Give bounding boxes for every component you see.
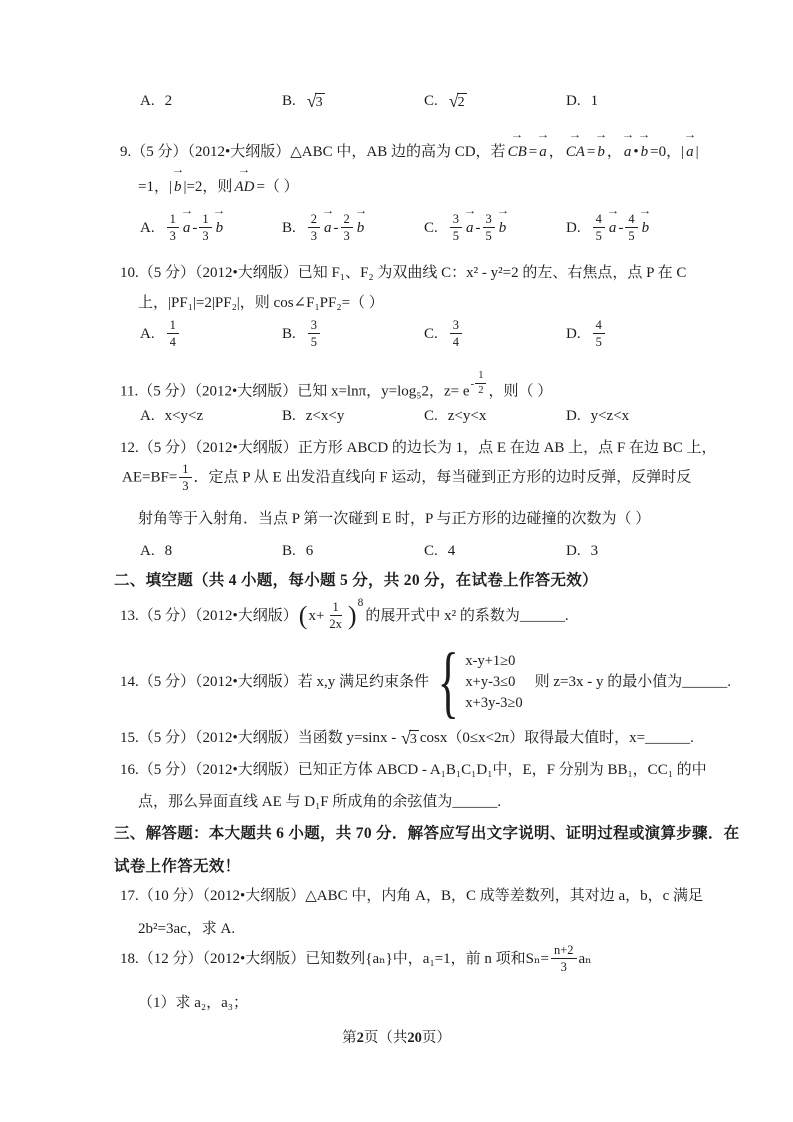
footer-text: 页） xyxy=(421,1030,451,1046)
q11-option-d xyxy=(566,405,629,427)
fraction: $\frac{2}{3}$ xyxy=(341,212,353,244)
question-12-line-1: 12.（5 分）（2012•大纲版）正方形 ABCD 的边长为 1，点 E 在边 AB 上，点 F 在边 BC 上， xyxy=(120,440,717,456)
footer-text: 第 xyxy=(342,1030,357,1046)
q10-option-b xyxy=(282,318,424,350)
q9-option-a xyxy=(140,205,282,244)
question-text: • xyxy=(633,144,639,160)
question-10-line-2: 上，|PF₁|=2|PF₂|，则 cos∠F₁PF₂=（ ） xyxy=(138,295,384,311)
vector-arrow-icon: → xyxy=(321,205,335,217)
vector-a: → a xyxy=(180,205,194,236)
q10-option-a xyxy=(140,318,282,350)
total-pages: 20 xyxy=(407,1030,422,1046)
page-footer xyxy=(0,1026,793,1047)
vector-a: → a xyxy=(621,130,635,160)
option-label: B. xyxy=(282,219,296,236)
option-label: D. xyxy=(566,93,581,109)
option-label: B. xyxy=(282,93,296,109)
fraction: $\frac{3}{5}$ xyxy=(483,212,495,244)
question-13-line xyxy=(120,596,753,632)
question-16-line-2: 点，那么异面直线 AE 与 D₁F 所成角的余弦值为______. xyxy=(138,794,502,810)
vector-arrow-icon: → xyxy=(536,130,550,141)
vector-a: → a xyxy=(536,130,550,160)
q11-option-c xyxy=(424,405,566,427)
constraint: x+y-3≤0 xyxy=(465,673,516,690)
question-text: 13.（5 分）（2012•大纲版） xyxy=(120,607,298,624)
question-text: cosx（0≤x<2π）取得最大值时，x=______. xyxy=(419,730,694,746)
q9-option-d xyxy=(566,205,652,244)
fraction: $\frac{1}{3}$ xyxy=(199,212,211,244)
option-value: z<y<x xyxy=(447,408,487,424)
sqrt-radical: √ 3 xyxy=(306,90,323,111)
fraction: $\frac{2}{3}$ xyxy=(308,212,320,244)
question-17-line-1: 17.（10 分）（2012•大纲版）△ABC 中，内角 A，B，C 成等差数列，其对边 a，b，c 满足 xyxy=(120,888,704,904)
question-text: | xyxy=(695,144,699,160)
vector-b: → b xyxy=(594,130,608,160)
vector-a: → a xyxy=(683,130,697,160)
vector-a: → a xyxy=(321,205,335,236)
exponent: 8 xyxy=(357,596,364,609)
option-label: D. xyxy=(566,408,581,424)
q8-option-a xyxy=(140,90,282,112)
q12-option-d xyxy=(566,540,598,562)
exponent-fraction xyxy=(471,370,488,397)
fraction: $\frac{3}{5}$ xyxy=(450,212,462,244)
operator: - xyxy=(333,219,339,236)
option-label: B. xyxy=(282,408,296,424)
option-label: A. xyxy=(140,219,155,236)
q12-option-a xyxy=(140,540,282,562)
q12-options-row xyxy=(140,540,753,562)
q10-option-c xyxy=(424,318,566,350)
vector-CA: → CA xyxy=(565,130,585,160)
vector-arrow-icon: → xyxy=(171,165,185,176)
option-value: x<y<z xyxy=(164,408,204,424)
option-value: z<x<y xyxy=(305,408,345,424)
vector-arrow-icon: → xyxy=(237,165,251,176)
option-value: 2 xyxy=(164,93,173,109)
option-label: A. xyxy=(140,325,155,342)
vector-arrow-icon: → xyxy=(638,205,652,217)
question-text: 18.（12 分）（2012•大纲版）已知数列{aₙ}中，a₁=1，前 n 项和 xyxy=(120,950,526,967)
vector-arrow-icon: → xyxy=(463,205,477,217)
sqrt-radical: √ 3 xyxy=(400,728,417,748)
vector-a: → a xyxy=(606,205,620,236)
vector-a: → a xyxy=(463,205,477,236)
vector-b: → b xyxy=(354,205,368,236)
question-10-line-1: 10.（5 分）（2012•大纲版）已知 F₁、F₂ 为双曲线 C：x² - y²=2 的左、右焦点，点 P 在 C xyxy=(120,265,687,281)
option-label: C. xyxy=(424,219,438,236)
vector-b: → b xyxy=(637,130,651,160)
vector-b: → b xyxy=(496,205,510,236)
constraint-system xyxy=(465,654,522,711)
question-text: aₙ xyxy=(578,950,592,967)
right-paren: ) xyxy=(347,600,357,630)
question-17-line-2: 2b²=3ac，求 A. xyxy=(138,921,236,937)
option-label: A. xyxy=(140,543,155,559)
fraction: $\frac{4}{5}$ xyxy=(593,318,605,350)
q10-options-row xyxy=(140,318,753,350)
vector-b: → b xyxy=(171,165,185,195)
question-text: 14.（5 分）（2012•大纲版）若 x,y 满足约束条件 xyxy=(120,674,430,690)
question-text: 9.（5 分）（2012•大纲版）△ABC 中，AB 边的高为 CD，若 xyxy=(120,144,506,160)
q11-option-a xyxy=(140,405,282,427)
option-label: D. xyxy=(566,325,581,342)
option-value: 8 xyxy=(164,543,173,559)
question-text: Sₙ= xyxy=(525,950,549,967)
fraction: $\frac{n+2}{3}$ xyxy=(551,943,577,975)
option-value: y<z<x xyxy=(590,408,630,424)
vector-b: → b xyxy=(638,205,652,236)
vector-AD: → AD xyxy=(234,165,255,195)
vector-arrow-icon: → xyxy=(354,205,368,217)
option-label: C. xyxy=(424,408,438,424)
question-15-line xyxy=(120,727,753,749)
operator: - xyxy=(192,219,198,236)
fraction: $\frac{1}{3}$ xyxy=(179,462,191,494)
question-text: =0，| xyxy=(650,144,685,160)
question-text: =1，| xyxy=(138,179,172,195)
vector-arrow-icon: → xyxy=(510,130,524,141)
vector-arrow-icon: → xyxy=(683,130,697,141)
fraction: $\frac{4}{5}$ xyxy=(625,212,637,244)
vector-arrow-icon: → xyxy=(180,205,194,217)
question-9-line-2 xyxy=(138,165,753,198)
sqrt-radical: √ 2 xyxy=(448,90,465,111)
question-text: = xyxy=(586,144,596,160)
option-label: C. xyxy=(424,543,438,559)
sqrt-sign: √ xyxy=(448,90,459,111)
question-text: ， xyxy=(606,144,622,160)
question-9-line-1 xyxy=(120,130,753,163)
option-label: B. xyxy=(282,325,296,342)
q11-options-row xyxy=(140,405,753,427)
q12-option-c xyxy=(424,540,566,562)
constraint: x+3y-3≥0 xyxy=(465,694,523,711)
question-text: |=2，则 xyxy=(183,179,233,195)
operator: - xyxy=(618,219,624,236)
vector-arrow-icon: → xyxy=(637,130,651,141)
question-12-line-2 xyxy=(122,462,753,494)
question-text: ， xyxy=(548,144,564,160)
option-value: 4 xyxy=(447,543,456,559)
option-label: A. xyxy=(140,93,155,109)
option-label: C. xyxy=(424,93,438,109)
page-number: 2 xyxy=(356,1030,364,1046)
vector-CB: → CB xyxy=(507,130,527,160)
constraint: x-y+1≥0 xyxy=(465,652,516,669)
q11-option-b xyxy=(282,405,424,427)
fraction: $\frac{3}{4}$ xyxy=(450,318,462,350)
option-label: B. xyxy=(282,543,296,559)
question-text: 11.（5 分）（2012•大纲版）已知 x=lnπ，y=log₅2， xyxy=(120,383,445,400)
sqrt-sign: √ xyxy=(400,728,411,748)
question-text: ．定点 P 从 E 出发沿直线向 F 运动，每当碰到正方形的边时反弹，反弹时反 xyxy=(193,469,692,486)
vector-arrow-icon: → xyxy=(496,205,510,217)
q8-option-c xyxy=(424,90,566,112)
fraction: $\frac{1}{2x}$ xyxy=(329,600,342,632)
question-text: x+ xyxy=(308,607,325,624)
vector-b: → b xyxy=(212,205,226,236)
fraction: $\frac{3}{5}$ xyxy=(308,318,320,350)
vector-arrow-icon: → xyxy=(606,205,620,217)
question-text: AE=BF= xyxy=(122,469,178,486)
q10-option-d xyxy=(566,318,607,350)
sqrt-sign: √ xyxy=(306,90,317,111)
vector-arrow-icon: → xyxy=(212,205,226,217)
option-value: 1 xyxy=(590,93,599,109)
fraction: $\frac{1}{4}$ xyxy=(167,318,179,350)
fraction: $\frac{4}{5}$ xyxy=(593,212,605,244)
question-11-line xyxy=(120,370,753,403)
q8-options-row xyxy=(140,90,753,112)
question-text: 15.（5 分）（2012•大纲版）当函数 y=sinx - xyxy=(120,730,400,746)
fraction: $\frac{1}{2}$ xyxy=(475,370,486,397)
option-label: D. xyxy=(566,219,581,236)
question-14-line xyxy=(120,638,753,726)
question-text: = xyxy=(528,144,538,160)
question-16-line-1: 16.（5 分）（2012•大纲版）已知正方体 ABCD - A₁B₁C₁D₁中，E，F 分别为 BB₁，CC₁ 的中 xyxy=(120,762,707,778)
option-value: 3 xyxy=(590,543,599,559)
operator: - xyxy=(470,377,475,390)
question-text: z= e xyxy=(444,383,470,400)
option-label: D. xyxy=(566,543,581,559)
section-2-header: 二、填空题（共 4 小题，每小题 5 分，共 20 分，在试卷上作答无效） xyxy=(114,572,598,589)
q9-option-c xyxy=(424,205,566,244)
q9-options-row xyxy=(140,205,753,244)
option-label: C. xyxy=(424,325,438,342)
option-value: 6 xyxy=(305,543,314,559)
q9-option-b xyxy=(282,205,424,244)
question-text: ，则（ ） xyxy=(488,383,553,400)
vector-arrow-icon: → xyxy=(621,130,635,141)
operator: - xyxy=(475,219,481,236)
option-label: A. xyxy=(140,408,155,424)
question-text: =（ ） xyxy=(256,179,299,195)
left-paren: ( xyxy=(298,600,308,630)
q8-option-b xyxy=(282,90,424,112)
section-3-header-line-2: 试卷上作答无效！ xyxy=(114,858,241,875)
q12-option-b xyxy=(282,540,424,562)
brace-symbol: { xyxy=(437,638,459,726)
question-12-line-3: 射角等于入射角．当点 P 第一次碰到 E 时，P 与正方形的边碰撞的次数为（ ） xyxy=(138,511,651,527)
q8-option-d xyxy=(566,90,598,112)
question-text: 则 z=3x - y 的最小值为______. xyxy=(534,674,732,690)
question-text: 的展开式中 x² 的系数为______. xyxy=(365,607,569,624)
fraction: $\frac{1}{3}$ xyxy=(167,212,179,244)
question-18-line xyxy=(120,943,753,975)
question-18-sub-1: （1）求 a₂，a₃； xyxy=(138,995,249,1011)
section-3-header-line-1: 三、解答题：本大题共 6 小题，共 70 分．解答应写出文字说明、证明过程或演算步骤．在 xyxy=(114,825,740,842)
vector-arrow-icon: → xyxy=(594,130,608,141)
vector-arrow-icon: → xyxy=(568,130,582,141)
footer-text: 页（共 xyxy=(363,1030,408,1046)
